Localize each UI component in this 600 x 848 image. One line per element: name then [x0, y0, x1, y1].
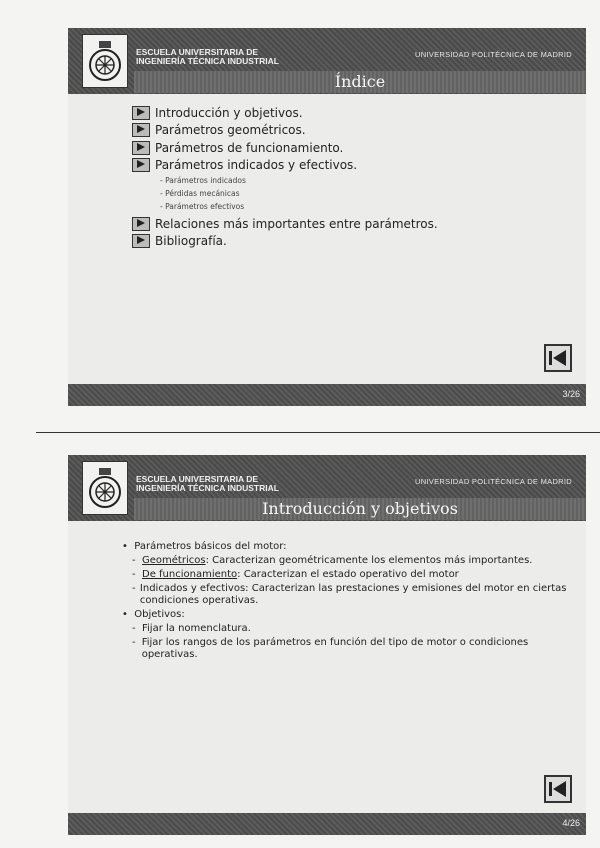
slide-title-bar [134, 498, 586, 520]
university-name: UNIVERSIDAD POLITÉCNICA DE MADRID [414, 50, 572, 59]
sub-item: - Fijar la nomenclatura. [132, 623, 251, 634]
sub-item-label: Pérdidas mecánicas [165, 189, 240, 198]
play-arrow-icon [132, 106, 150, 120]
index-sub-list-wrapper [132, 174, 438, 213]
sub-item: - Fijar los rangos de los parámetros en función del tipo de motor o condiciones operativas. [132, 637, 574, 661]
sub-text: Fijar los rangos de los parámetros en función del tipo de motor o condiciones operativas. [141, 637, 529, 660]
play-arrow-icon [132, 123, 150, 137]
slide-title: Introducción y objetivos [262, 499, 458, 518]
page-number: 4/26 [562, 818, 580, 828]
slide-title-bar [134, 71, 586, 93]
sub-item-label: Parámetros indicados [165, 176, 246, 185]
sub-item: - De funcionamiento: Caracterizan el estado operativo del motor [132, 569, 459, 580]
slide-header [68, 455, 586, 521]
back-nav-button[interactable] [544, 344, 572, 372]
page-number: 3/26 [562, 389, 580, 399]
slide-intro [68, 455, 586, 835]
sub-text: Fijar la nomenclatura. [142, 623, 251, 634]
school-logo [82, 34, 128, 88]
index-item-label: Relaciones más importantes entre parámetros. [155, 216, 438, 231]
slide-content [122, 541, 574, 663]
bullet-text: Parámetros básicos del motor: [134, 541, 287, 552]
index-item[interactable] [132, 215, 438, 233]
play-arrow-icon [132, 217, 150, 231]
slide-footer [68, 813, 586, 835]
index-item[interactable] [132, 104, 438, 122]
index-item-label: Bibliografía. [155, 234, 227, 249]
school-name: ESCUELA UNIVERSITARIA DE INGENIERÍA TÉCNICA INDUSTRIAL [136, 474, 279, 493]
school-logo [82, 461, 128, 515]
sub-item: - Parámetros efectivos [160, 202, 245, 211]
sub-text: Indicados y efectivos: Caracterizan las prestaciones y emisiones del motor en ciertas condiciones operativas. [139, 583, 567, 606]
index-sub-list [160, 174, 438, 213]
index-item[interactable] [132, 233, 438, 251]
term: Geométricos [142, 555, 206, 566]
index-list [132, 104, 438, 250]
play-arrow-icon [132, 141, 150, 155]
index-item-label: Introducción y objetivos. [155, 105, 303, 120]
index-item[interactable] [132, 157, 438, 175]
index-item-label: Parámetros indicados y efectivos. [155, 158, 358, 173]
page-divider [36, 432, 600, 433]
sub-item: - Indicados y efectivos: Caracterizan las prestaciones y emisiones del motor en ciertas condiciones operativas. [132, 583, 574, 607]
index-item[interactable] [132, 122, 438, 140]
play-arrow-icon [132, 234, 150, 248]
bullet-item: • Parámetros básicos del motor: [122, 541, 287, 552]
index-item[interactable] [132, 139, 438, 157]
sub-text: : Caracterizan el estado operativo del motor [237, 569, 459, 580]
bullet-text: Objetivos: [134, 609, 185, 620]
sub-item: - Pérdidas mecánicas [160, 189, 240, 198]
slide-header [68, 28, 586, 94]
school-name: ESCUELA UNIVERSITARIA DE INGENIERÍA TÉCNICA INDUSTRIAL [136, 47, 279, 66]
university-name: UNIVERSIDAD POLITÉCNICA DE MADRID [414, 477, 572, 486]
rewind-icon [546, 777, 570, 801]
slide-index [68, 28, 586, 406]
index-item-label: Parámetros geométricos. [155, 123, 306, 138]
sub-item-label: Parámetros efectivos [165, 202, 245, 211]
slide-title: Índice [334, 72, 386, 91]
term: De funcionamiento [142, 569, 238, 580]
sub-item: - Parámetros indicados [160, 176, 246, 185]
sub-text: : Caracterizan geométricamente los elementos más importantes. [205, 555, 533, 566]
rewind-icon [546, 346, 570, 370]
play-arrow-icon [132, 158, 150, 172]
bullet-item: • Objetivos: [122, 609, 185, 620]
back-nav-button[interactable] [544, 775, 572, 803]
slide-footer [68, 384, 586, 406]
sub-item: - Geométricos: Caracterizan geométricamente los elementos más importantes. [132, 555, 533, 566]
index-item-label: Parámetros de funcionamiento. [155, 140, 344, 155]
